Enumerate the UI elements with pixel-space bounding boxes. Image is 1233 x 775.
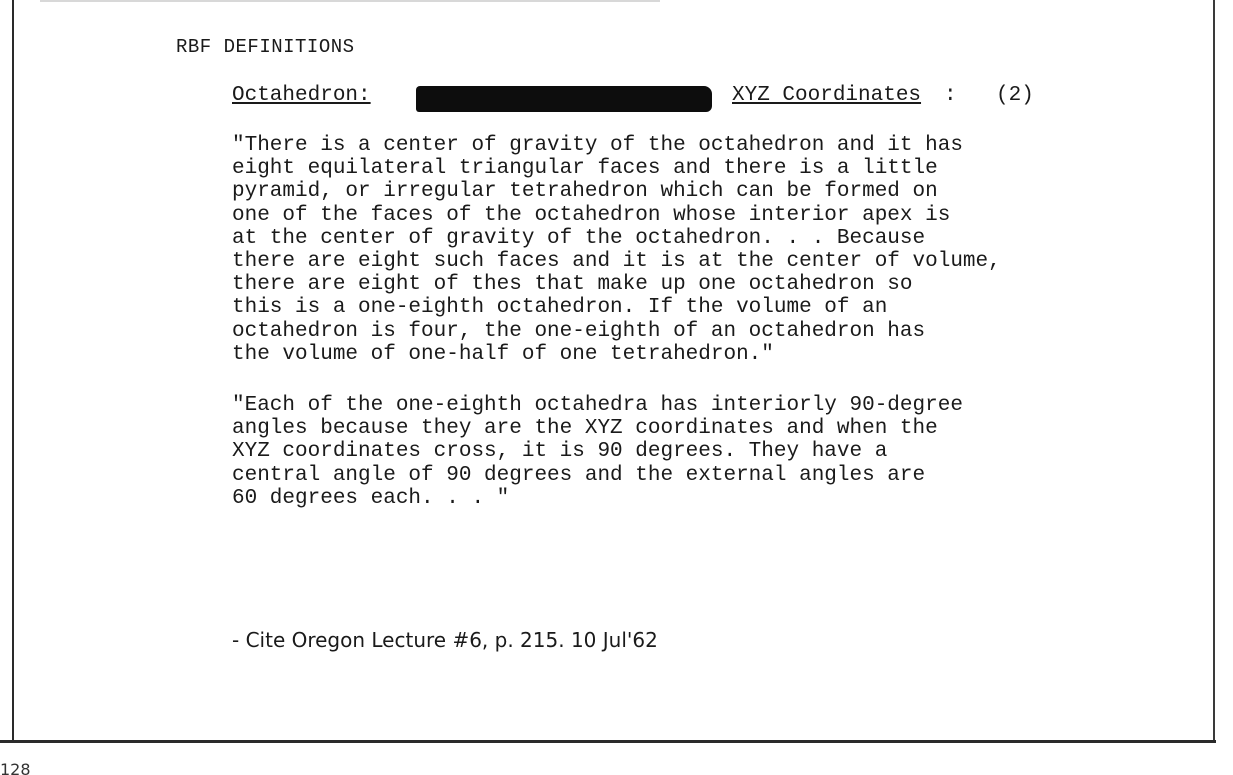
quote-line: the volume of one-half of one tetrahedron." <box>232 342 774 366</box>
card-bottom-edge <box>0 740 1216 743</box>
card-right-edge <box>1213 0 1215 742</box>
entry-term-label: Octahedron: <box>232 84 371 107</box>
card-top-edge <box>40 0 660 2</box>
quote-line: at the center of gravity of the octahedron. . . Because <box>232 226 926 250</box>
quote-line: 60 degrees each. . . " <box>232 486 510 510</box>
quote-line: "Each of the one-eighth octahedra has interiorly 90-degree <box>232 394 963 417</box>
quote-line: central angle of 90 degrees and the external angles are <box>232 463 926 487</box>
quote-line: there are eight of thes that make up one octahedron so <box>232 273 913 297</box>
quote-line: "There is a center of gravity of the octahedron and it has <box>232 134 963 157</box>
quote-line: there are eight such faces and it is at the center of volume, <box>232 250 1001 274</box>
entry-number: (2) <box>996 84 1034 107</box>
quote-line: eight equilateral triangular faces and there is a little <box>232 157 938 181</box>
quote-line: XYZ coordinates cross, it is 90 degrees. They have a <box>232 440 888 464</box>
quote-line: octahedron is four, the one-eighth of an octahedron has <box>232 319 926 343</box>
entry-title-row <box>232 84 1052 112</box>
quote-line: one of the faces of the octahedron whose interior apex is <box>232 203 951 227</box>
citation: - Cite Oregon Lecture #6, p. 215. 10 Jul'62 <box>232 628 658 652</box>
quote-line: angles because they are the XYZ coordinates and when the <box>232 417 938 441</box>
quote-line: this is a one-eighth octahedron. If the volume of an <box>232 296 888 320</box>
page-number: 128 <box>0 760 31 775</box>
card-left-edge <box>12 0 14 742</box>
coordinates-colon: : <box>944 84 957 107</box>
card-heading: RBF DEFINITIONS <box>176 36 355 58</box>
quote-paragraph-1 <box>232 134 1001 366</box>
coordinates-label: XYZ Coordinates <box>732 84 922 107</box>
redaction-bar <box>416 86 712 112</box>
quote-line: pyramid, or irregular tetrahedron which can be formed on <box>232 180 938 204</box>
quote-paragraph-2 <box>232 394 963 510</box>
